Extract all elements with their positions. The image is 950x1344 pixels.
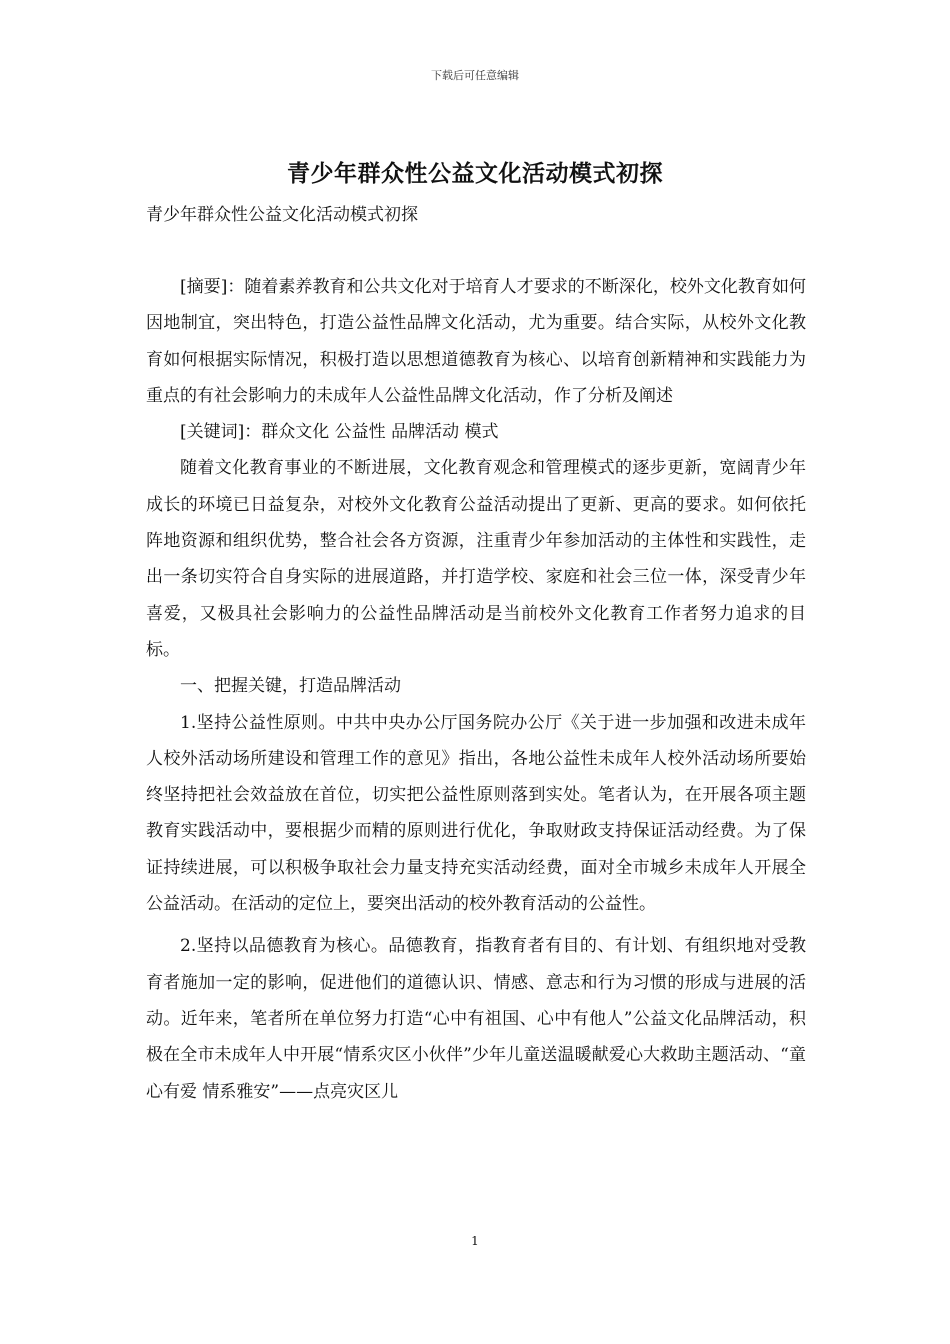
keywords-paragraph: [关键词]：群众文化 公益性 品牌活动 模式 bbox=[180, 422, 499, 443]
page-number: 1 bbox=[471, 1234, 479, 1248]
document-title: 青少年群众性公益文化活动模式初探 bbox=[287, 160, 663, 187]
header-note: 下载后可任意编辑 bbox=[431, 69, 519, 82]
abstract-paragraph: [摘要]：随着素养教育和公共文化对于培育人才要求的不断深化，校外文化教育如何因地制宜，突出特色，打造公益性品牌文化活动，尤为重要。结合实际，从校外文化教育如何根据实际情况，积极打造以思想道德教育为核心、以培育创新精神和实践能力为重点的有社会影响力的未成年人公益性品牌文化活动，作了分析及阐述 bbox=[146, 277, 806, 406]
intro-paragraph: 随着文化教育事业的不断进展，文化教育观念和管理模式的逐步更新，宽阔青少年成长的环境已日益复杂，对校外文化教育公益活动提出了更新、更高的要求。如何依托阵地资源和组织优势，整合社会各方资源，注重青少年参加活动的主体性和实践性，走出一条切实符合自身实际的进展道路，并打造学校、家庭和社会三位一体，深受青少年喜爱，又极具社会影响力的公益性品牌活动是当前校外文化教育工作者努力追求的目标。 bbox=[146, 458, 806, 660]
document-body bbox=[146, 269, 806, 1110]
document-subtitle: 青少年群众性公益文化活动模式初探 bbox=[146, 205, 418, 225]
section-heading: 一、把握关键，打造品牌活动 bbox=[180, 676, 401, 697]
body-paragraph: 1.坚持公益性原则。中共中央办公厅国务院办公厅《关于进一步加强和改进未成年人校外活动场所建设和管理工作的意见》指出，各地公益性未成年人校外活动场所要始终坚持把社会效益放在首位，切实把公益性原则落到实处。笔者认为，在开展各项主题教育实践活动中，要根据少而精的原则进行优化，争取财政支持保证活动经费。为了保证持续进展，可以积极争取社会力量支持充实活动经费，面对全市城乡未成年人开展全公益活动。在活动的定位上，要突出活动的校外教育活动的公益性。 bbox=[146, 712, 806, 915]
body-paragraph: 2.坚持以品德教育为核心。品德教育，指教育者有目的、有计划、有组织地对受教育者施加一定的影响，促进他们的道德认识、情感、意志和行为习惯的形成与进展的活动。近年来，笔者所在单位努力打造“心中有祖国、心中有他人”公益文化品牌活动，积极在全市未成年人中开展“情系灾区小伙伴”少年儿童送温暖献爱心大救助主题活动、“童心有爱 情系雅安”——点亮灾区儿 bbox=[146, 936, 806, 1102]
